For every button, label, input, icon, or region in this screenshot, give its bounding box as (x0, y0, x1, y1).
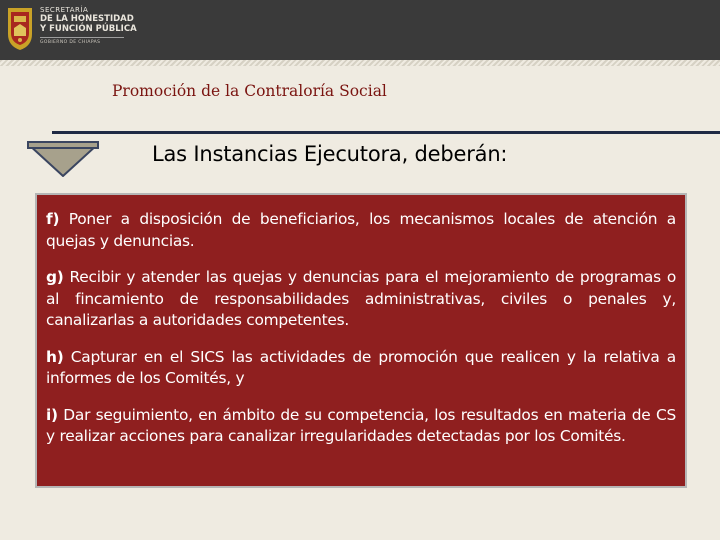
item-text: Poner a disposición de beneficiarios, los mecanismos locales de atención a quejas y denuncias. (46, 210, 676, 250)
logo-line-2: DE LA HONESTIDAD (40, 14, 134, 24)
header-bar (0, 0, 720, 60)
list-item (46, 267, 676, 332)
item-text: Dar seguimiento, en ámbito de su competencia, los resultados en materia de CS y realizar acciones para canalizar irregularidades detectadas por los Comités. (46, 405, 676, 445)
list-item (46, 209, 676, 252)
header-stripe (0, 60, 720, 66)
logo-line-4: GOBIERNO DE CHIAPAS (40, 40, 101, 45)
coat-of-arms-icon (6, 6, 34, 52)
item-label: i) (46, 405, 58, 424)
logo-divider (40, 37, 124, 38)
logo-line-3: Y FUNCIÓN PÚBLICA (40, 23, 137, 34)
item-label: h) (46, 347, 64, 366)
divider-rule (52, 131, 720, 134)
item-label: g) (46, 268, 64, 286)
slide-subtitle: Promoción de la Contraloría Social (112, 82, 387, 100)
list-item (46, 347, 676, 390)
list-item (46, 405, 676, 448)
obligations-box (35, 193, 687, 488)
item-text: Capturar en el SICS las actividades de promoción que realicen y la relativa a informes de los Comités, y (46, 347, 676, 387)
logo-line-1: SECRETARÍA (40, 6, 89, 14)
down-arrow-icon (26, 141, 100, 179)
item-text: Recibir y atender las quejas y denuncias para el mejoramiento de programas o al fincamiento de responsabilidades administrativas, civiles o penales y, canalizarlas a autoridades competentes. (46, 268, 676, 329)
slide-heading: Las Instancias Ejecutora, deberán: (152, 142, 508, 166)
item-label: f) (46, 210, 60, 228)
logo (40, 7, 137, 46)
